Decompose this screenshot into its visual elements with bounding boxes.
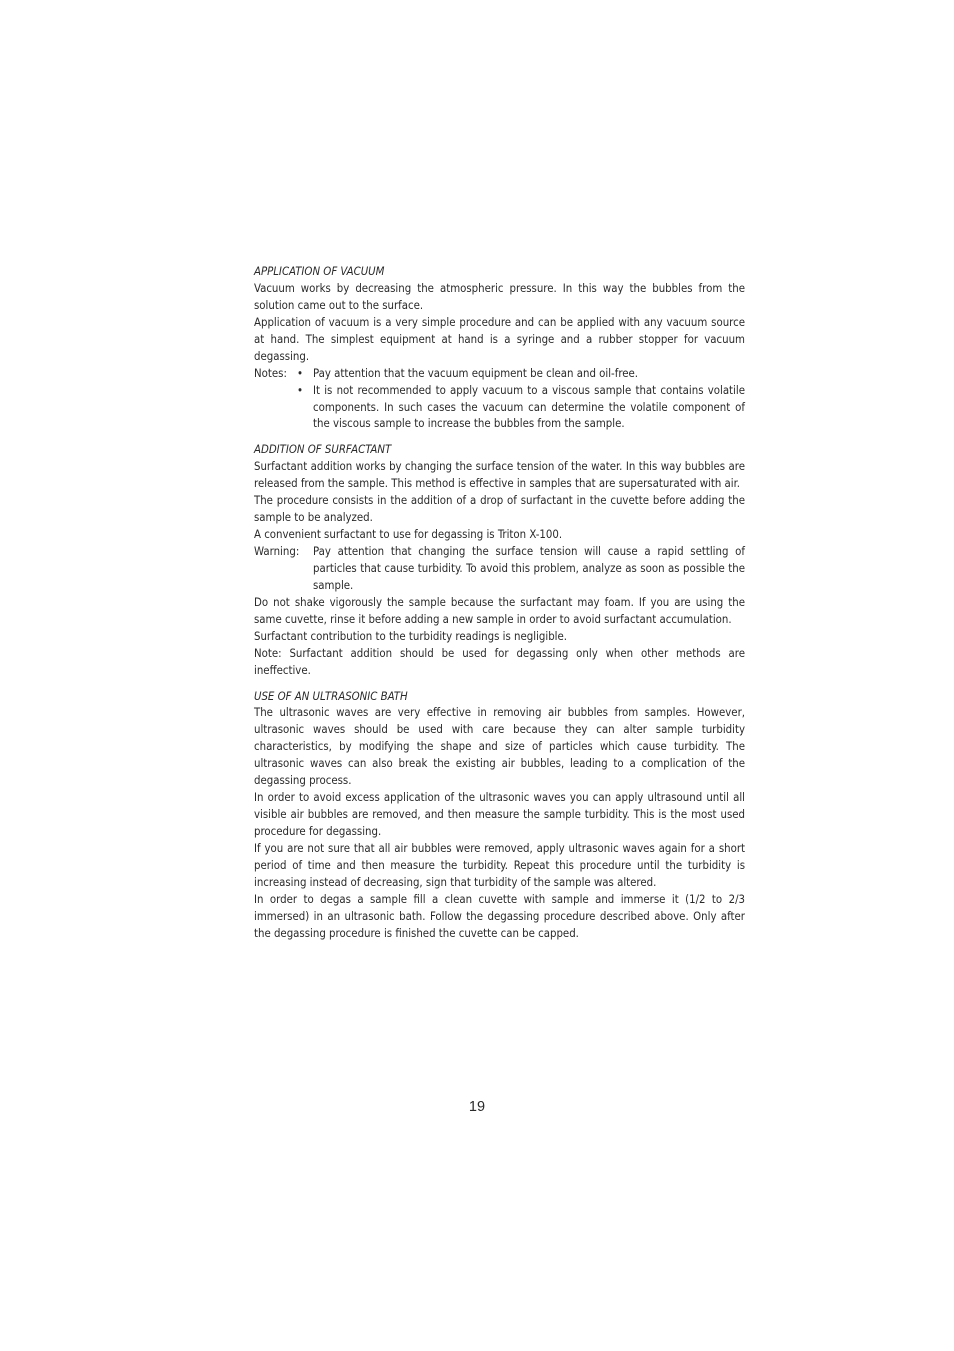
ultrasonic-paragraph-4: In order to degas a sample fill a clean cuvette with sample and immerse it (1/2 to 2/3 immersed) in an ultrasonic bath. Follow the degassing procedure described above. Only after the degassing procedure is finished the cuvette can be capped. (254, 891, 745, 940)
bullet-icon: • (297, 365, 304, 380)
warning-label-wrap (254, 543, 299, 560)
note-text: It is not recommended to apply vacuum to a viscous sample that contains volatile components. In such cases the vacuum can determine the volatile component of the viscous sample to increase the bubbles from the sample. (313, 382, 745, 431)
section-title-surfactant: ADDITION OF SURFACTANT (254, 442, 392, 457)
note-colon: : (278, 645, 282, 660)
vacuum-paragraph-1: Vacuum works by decreasing the atmospheric pressure. In this way the bubbles from the solution came out to the surface. (254, 280, 745, 312)
surfactant-paragraph-2: The procedure consists in the addition of a drop of surfactant in the cuvette before adding the sample to be analyzed. (254, 493, 745, 525)
ultrasonic-paragraph-3: If you are not sure that all air bubbles were removed, apply ultrasonic waves again for a short period of time and then measure the turbidity. Repeat this procedure until the turbidity is increasing instead of decreasing, sign that turbidity of the sample was altered. (254, 840, 745, 889)
section-ultrasonic-bath (254, 688, 745, 942)
section-application-of-vacuum (254, 263, 745, 432)
notes-list (254, 365, 745, 433)
warning-colon: : (295, 544, 300, 558)
vacuum-notes (254, 365, 745, 433)
warning-text: Pay attention that changing the surface tension will cause a rapid settling of particles that cause turbidity. To avoid this problem, analyze as soon as possible the sample. (313, 544, 745, 592)
page-number: 19 (468, 1099, 486, 1115)
notes-label: Notes (254, 365, 284, 380)
section-addition-of-surfactant (254, 441, 745, 678)
notes-colon: : (283, 365, 287, 380)
section-title-ultrasonic: USE OF AN ULTRASONIC BATH (254, 688, 408, 703)
note-label: Note (254, 645, 279, 660)
note-text: Pay attention that the vacuum equipment be clean and oil-free. (313, 365, 639, 380)
ultrasonic-paragraph-1: The ultrasonic waves are very effective in removing air bubbles from samples. However, ultrasonic waves should be used with care because they can alter sample turbidity characteristics, by modifying the shape and size of particles which cause turbidity. The ultrasonic waves can also break the existing air bubbles, leading to a complication of the degassing process. (254, 705, 745, 788)
warning-label: Warning (254, 544, 296, 558)
surfactant-paragraph-1: Surfactant addition works by changing the surface tension of the water. In this way bubbles are released from the sample. This method is effective in samples that are supersaturated with air. (254, 459, 745, 491)
surfactant-paragraph-3: A convenient surfactant to use for degassing is Triton X-100. (254, 527, 563, 542)
surfactant-paragraph-4: Do not shake vigorously the sample because the surfactant may foam. If you are using the same cuvette, rinse it before adding a new sample in order to avoid surfactant accumulation. (254, 594, 745, 626)
note-text: Surfactant addition should be used for degassing only when other methods are ineffective. (254, 645, 745, 677)
page-content (254, 263, 745, 951)
list-item (254, 365, 745, 382)
ultrasonic-paragraph-2: In order to avoid excess application of the ultrasonic waves you can apply ultrasound until all visible air bubbles are removed, and then measure the sample turbidity. This is the most used procedure for degassing. (254, 790, 745, 838)
vacuum-paragraph-2: Application of vacuum is a very simple procedure and can be applied with any vacuum source at hand. The simplest equipment at hand is a syringe and a rubber stopper for vacuum degassing. (254, 314, 745, 363)
surfactant-paragraph-5: Surfactant contribution to the turbidity readings is negligible. (254, 628, 568, 643)
list-item (254, 382, 745, 433)
warning-block (254, 543, 745, 594)
surfactant-note (254, 645, 745, 679)
section-title-vacuum: APPLICATION OF VACUUM (254, 264, 385, 278)
bullet-icon: • (297, 382, 304, 397)
